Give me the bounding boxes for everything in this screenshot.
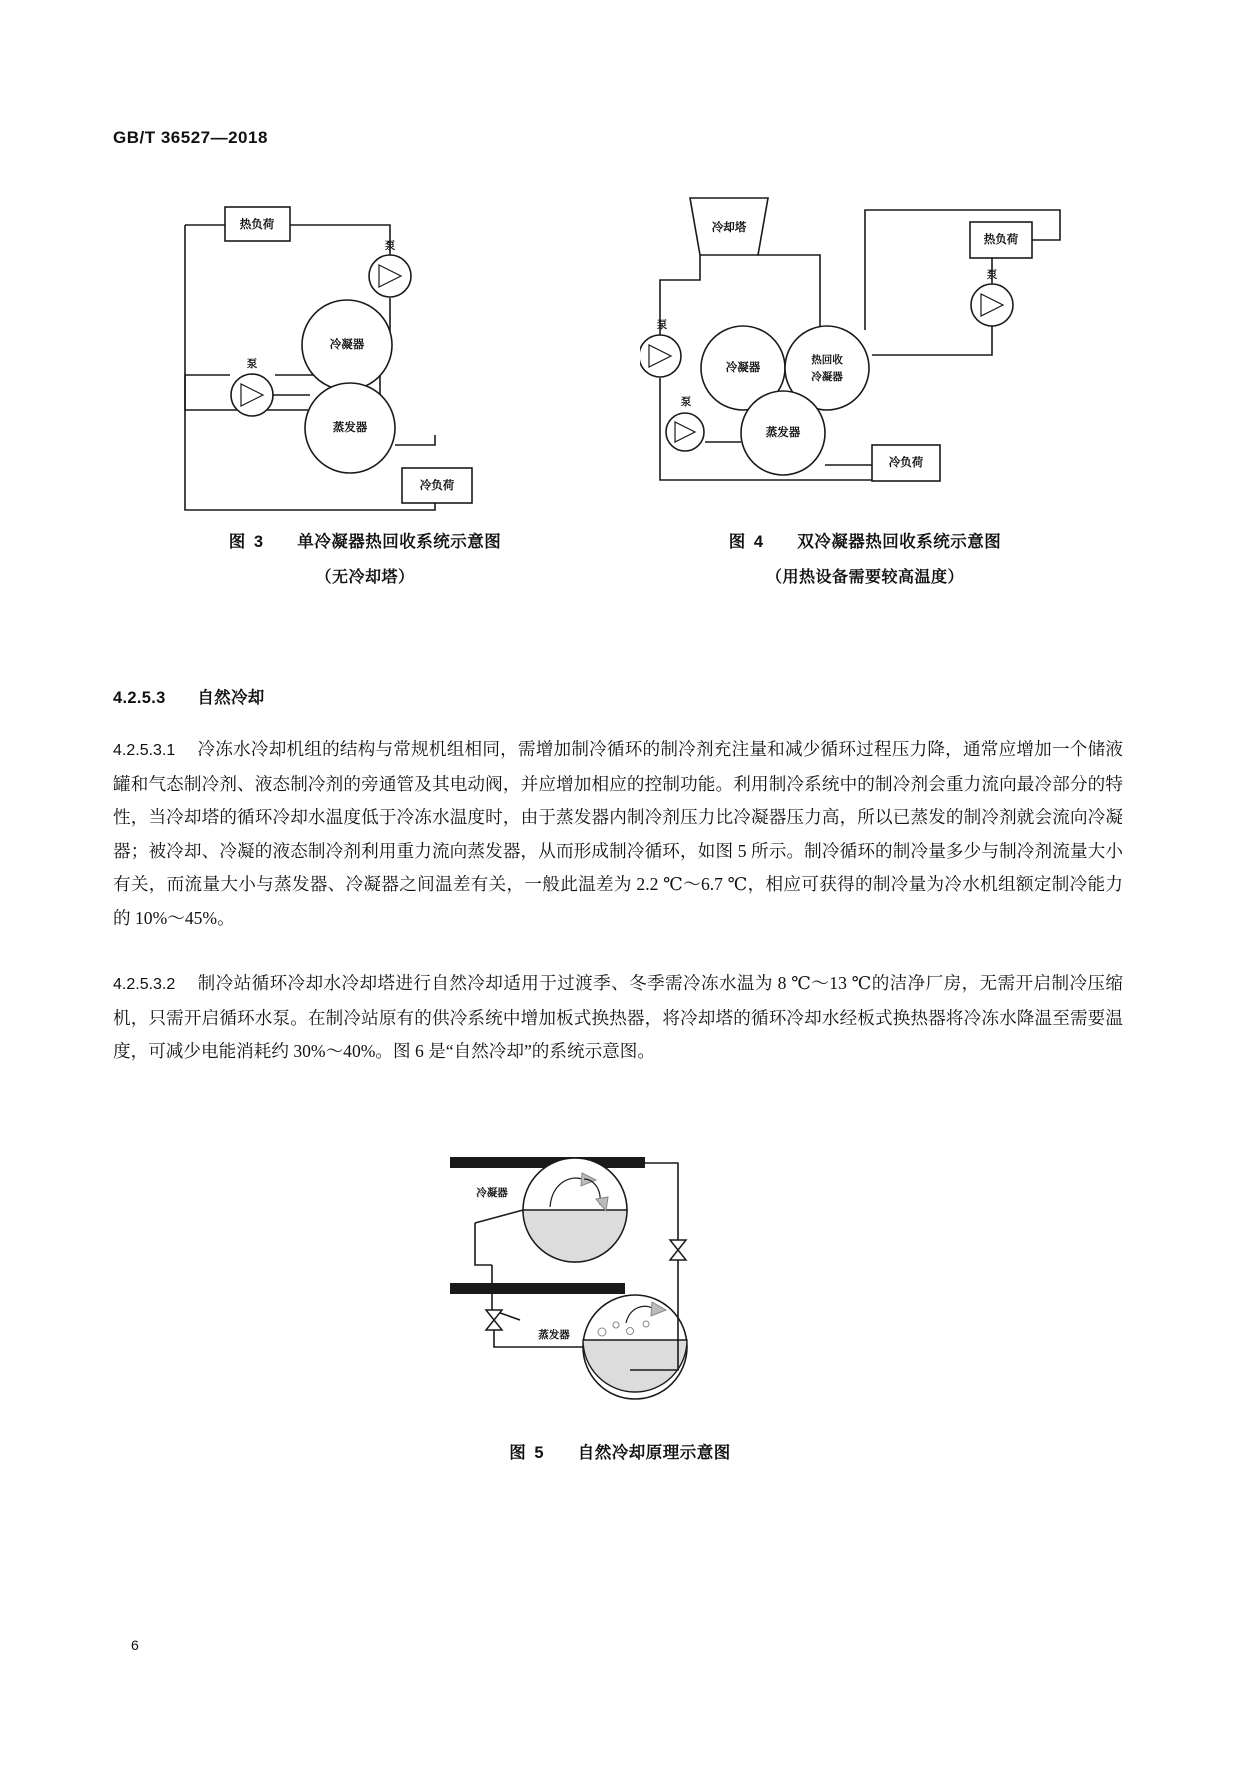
figure-4-hrc-label-2: 冷凝器	[811, 370, 843, 383]
figure-4-cold-load-label: 冷负荷	[888, 457, 924, 470]
figure-5-lower-duct	[450, 1283, 625, 1294]
paragraph-42531	[113, 733, 1123, 936]
figure-4-caption-number: 图 4	[728, 533, 766, 551]
figure-4-pump-left-top-label: 泵	[656, 318, 668, 331]
figure-4-condenser-label: 冷凝器	[725, 362, 761, 375]
figure-3-caption-number: 图 3	[228, 533, 266, 551]
figure-5-caption-title: 自然冷却原理示意图	[577, 1444, 731, 1462]
figure-4-pump-left-top	[640, 335, 681, 377]
figure-5-caption	[430, 1439, 810, 1463]
figure-3-condenser-label: 冷凝器	[329, 339, 365, 352]
figure-5-valve-right	[670, 1240, 686, 1260]
paragraph-42532	[113, 967, 1123, 1069]
figure-4-pump-left-bottom	[666, 413, 704, 451]
figure-4-pump-right	[971, 284, 1013, 326]
figure-4-caption-sub: （用热设备需要较高温度）	[765, 569, 964, 586]
section-heading-4253	[113, 684, 265, 708]
figure-3-caption	[150, 528, 580, 587]
figure-3	[150, 180, 580, 587]
figure-3-caption-sub: （无冷却塔）	[315, 569, 415, 586]
figure-4-pump-left-bottom-label: 泵	[680, 395, 692, 408]
figure-5	[430, 1135, 810, 1463]
paragraph-42531-text: 冷冻水冷却机组的结构与常规机组相同，需增加制冷循环的制冷剂充注量和减少循环过程压力降，通常应增加一个储液罐和气态制冷剂、液态制冷剂的旁通管及其电动阀，并应增加相应的控制功能。利用制冷系统中的制冷剂会重力流向最冷部分的特性，当冷却塔的循环冷却水温度低于冷冻水温度时，由于蒸发器内制冷剂压力比冷凝器压力高，所以已蒸发的制冷剂就会流向冷凝器；被冷却、冷凝的液态制冷剂利用重力流向蒸发器，从而形成制冷循环，如图 5 所示。制冷循环的制冷量多少与制冷剂流量大小有关，而流量大小与蒸发器、冷凝器之间温差有关，一般此温差为 2.2 ℃～6.7 ℃，相应可获得的制冷量为冷水机组额定制冷能力的 10%～45%。	[113, 739, 1123, 928]
figure-5-condenser-liquid	[523, 1210, 627, 1262]
figure-3-pump-top-label: 泵	[384, 239, 396, 252]
section-heading-index: 4.2.5.3	[113, 689, 166, 707]
figure-4-evaporator-label: 蒸发器	[765, 427, 801, 440]
figure-3-pump-left	[231, 374, 273, 416]
paragraph-42532-text: 制冷站循环冷却水冷却塔进行自然冷却适用于过渡季、冬季需冷冻水温为 8 ℃～13 ℃的洁净厂房，无需开启制冷压缩机，只需开启循环水泵。在制冷站原有的供冷系统中增加板式换热器，将冷却塔的循环冷却水经板式换热器将冷冻水降温至需要温度，可减少电能消耗约 30%～40%。图 6 是“自然冷却”的系统示意图。	[113, 973, 1123, 1062]
figure-4-cooling-tower-label: 冷却塔	[711, 222, 747, 235]
figure-5-caption-number: 图 5	[509, 1444, 546, 1462]
figure-4	[640, 180, 1090, 587]
figure-5-evaporator-label: 蒸发器	[538, 1328, 570, 1341]
figure-3-pump-left-label: 泵	[246, 357, 258, 370]
figure-4-caption	[640, 528, 1090, 587]
figure-4-pump-right-label: 泵	[986, 268, 998, 281]
figure-3-diagram	[150, 180, 580, 520]
page-number: 6	[131, 1637, 139, 1653]
document-header: GB/T 36527—2018	[113, 128, 268, 147]
figure-3-heat-load-label: 热负荷	[239, 219, 275, 232]
figure-4-heat-load-label: 热负荷	[983, 234, 1019, 247]
figure-4-caption-title: 双冷凝器热回收系统示意图	[797, 533, 1002, 551]
paragraph-42531-index: 4.2.5.3.1	[113, 742, 176, 759]
figure-3-caption-title: 单冷凝器热回收系统示意图	[297, 533, 502, 551]
figure-5-diagram	[430, 1135, 810, 1425]
figure-3-cold-load-label: 冷负荷	[419, 480, 455, 493]
figure-5-condenser-label: 冷凝器	[476, 1186, 508, 1199]
figure-3-evaporator-label: 蒸发器	[332, 422, 368, 435]
figure-5-valve-left	[486, 1310, 502, 1330]
figure-4-hrc-label-1: 热回收	[811, 353, 843, 366]
figure-4-diagram	[640, 180, 1090, 520]
section-heading-title: 自然冷却	[197, 689, 265, 707]
figure-3-pump-top	[369, 255, 411, 297]
paragraph-42532-index: 4.2.5.3.2	[113, 976, 176, 993]
